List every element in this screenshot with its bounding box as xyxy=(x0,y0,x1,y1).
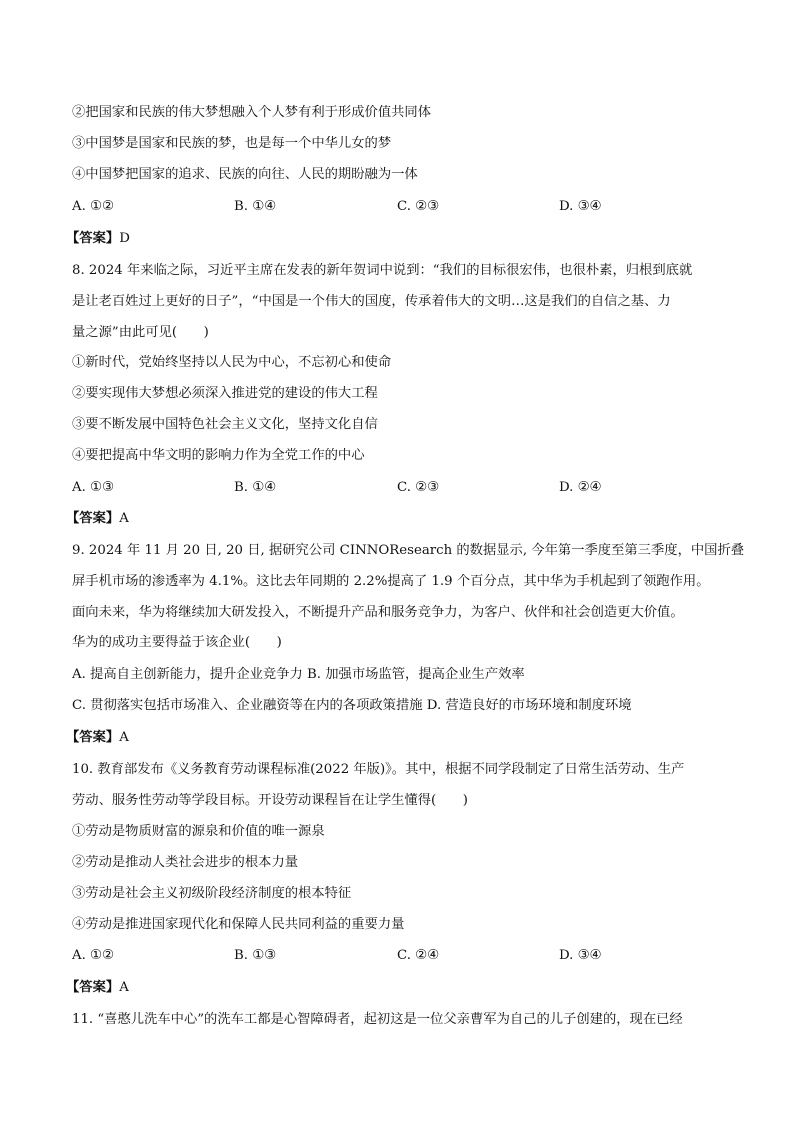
q11-stem-line-1: 11. “喜憨儿洗车中心”的洗车工都是心智障碍者，起初这是一位父亲曹军为自己的儿子创建的，现在已经 xyxy=(72,1012,683,1027)
answer-label: 【答案】 xyxy=(66,980,120,995)
q10-option-b: B. ①③ xyxy=(234,948,277,963)
q7-item-2: ②把国家和民族的伟大梦想融入个人梦有利于形成价值共同体 xyxy=(72,105,432,120)
q8-option-a: A. ①③ xyxy=(72,480,114,495)
q8-item-4: ④要把提高中华文明的影响力作为全党工作的中心 xyxy=(72,448,365,463)
q10-item-1: ①劳动是物质财富的源泉和价值的唯一源泉 xyxy=(72,824,325,839)
q10-item-3: ③劳动是社会主义初级阶段经济制度的根本特征 xyxy=(72,886,352,901)
q10-stem-line-2: 劳动、服务性劳动等学段目标。开设劳动课程旨在让学生懂得( ) xyxy=(72,793,468,808)
q10-option-a: A. ①② xyxy=(72,948,114,963)
q9-stem-line-3: 面向未来，华为将继续加大研发投入，不断提升产品和服务竞争力，为客户、伙伴和社会创造更大价值。 xyxy=(72,605,684,620)
q8-answer xyxy=(66,510,129,528)
q8-item-1: ①新时代，党始终坚持以人民为中心，不忘初心和使命 xyxy=(72,355,392,370)
answer-value: A xyxy=(119,980,129,995)
answer-value: D xyxy=(119,231,130,246)
q7-option-a: A. ①② xyxy=(72,199,114,214)
q7-option-c: C. ②③ xyxy=(397,199,439,214)
q10-stem-line-1: 10. 教育部发布《义务教育劳动课程标准(2022 年版)》。其中，根据不同学段制定了日常生活劳动、生产 xyxy=(72,762,685,777)
q7-option-d: D. ③④ xyxy=(559,199,602,214)
q10-option-c: C. ②④ xyxy=(397,948,439,963)
q10-item-4: ④劳动是推进国家现代化和保障人民共同利益的重要力量 xyxy=(72,917,405,932)
answer-label: 【答案】 xyxy=(66,730,120,745)
q9-options-line-2: C. 贯彻落实包括市场准入、企业融资等在内的各项政策措施 D. 营造良好的市场环境和制度环境 xyxy=(72,698,632,713)
q10-item-2: ②劳动是推动人类社会进步的根本力量 xyxy=(72,855,299,870)
q9-options-line-1: A. 提高自主创新能力，提升企业竞争力 B. 加强市场监管，提高企业生产效率 xyxy=(72,667,525,682)
answer-value: A xyxy=(119,511,129,526)
q8-option-c: C. ②③ xyxy=(397,480,439,495)
q8-option-d: D. ②④ xyxy=(559,480,602,495)
answer-label: 【答案】 xyxy=(66,231,120,246)
q10-option-d: D. ③④ xyxy=(559,948,602,963)
answer-label: 【答案】 xyxy=(66,511,120,526)
q8-stem-line-1: 8. 2024 年来临之际，习近平主席在发表的新年贺词中说到：“我们的目标很宏伟，也很朴素，归根到底就 xyxy=(72,263,693,278)
q7-option-b: B. ①④ xyxy=(234,199,277,214)
q10-answer xyxy=(66,979,129,997)
q7-item-4: ④中国梦把国家的追求、民族的向往、人民的期盼融为一体 xyxy=(72,167,418,182)
q9-answer xyxy=(66,729,129,747)
q7-answer xyxy=(66,230,130,248)
q8-item-2: ②要实现伟大梦想必须深入推进党的建设的伟大工程 xyxy=(72,386,378,401)
answer-value: A xyxy=(119,730,129,745)
q8-stem-line-3: 量之源”由此可见( ) xyxy=(72,325,209,340)
q8-stem-line-2: 是让老百姓过上更好的日子”，“中国是一个伟大的国度，传承着伟大的文明…这是我们的自信之基、力 xyxy=(72,294,671,309)
q8-item-3: ③要不断发展中国特色社会主义文化，坚持文化自信 xyxy=(72,417,378,432)
q8-option-b: B. ①④ xyxy=(234,480,277,495)
q9-stem-line-2: 屏手机市场的渗透率为 4.1%。这比去年同期的 2.2%提高了 1.9 个百分点，其中华为手机起到了领跑作用。 xyxy=(72,574,710,589)
q9-stem-line-1: 9. 2024 年 11 月 20 日, 20 日, 据研究公司 CINNOResearch 的数据显示, 今年第一季度至第三季度，中国折叠 xyxy=(72,543,745,558)
q7-item-3: ③中国梦是国家和民族的梦，也是每一个中华儿女的梦 xyxy=(72,136,392,151)
q9-stem-line-4: 华为的成功主要得益于该企业( ) xyxy=(72,635,282,650)
